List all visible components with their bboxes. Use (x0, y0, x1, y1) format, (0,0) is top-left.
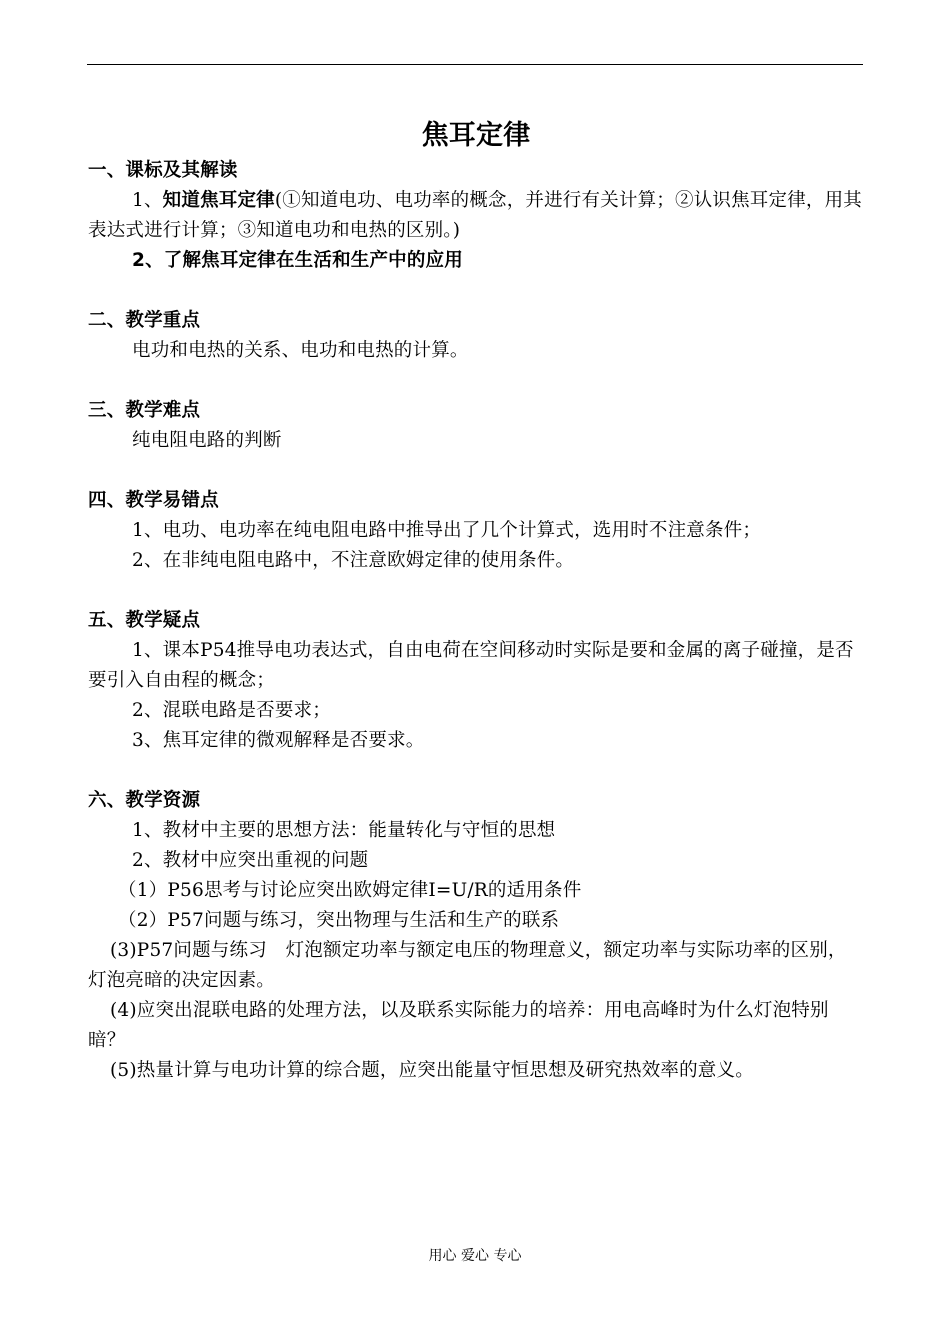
resources-subitem-3: (3)P57问题与练习 灯泡额定功率与额定电压的物理意义，额定功率与实际功率的区别，灯泡亮暗的决定因素。 (88, 940, 847, 991)
header-rule (87, 64, 863, 65)
section-heading-doubts: 五、教学疑点 (88, 610, 201, 631)
resources-subitem-5: (5)热量计算与电功计算的综合题，应突出能量守恒思想及研究热效率的意义。 (110, 1060, 754, 1081)
document-title: 焦耳定律 (421, 120, 531, 151)
key-points-text: 电功和电热的关系、电功和电热的计算。 (132, 340, 469, 361)
standards-item-1-bold: 知道焦耳定律 (162, 190, 275, 211)
resources-subitem-4: (4)应突出混联电路的处理方法，以及联系实际能力的培养：用电高峰时为什么灯泡特别暗？ (88, 1000, 829, 1051)
resources-subitem-2: （2）P57问题与练习，突出物理与生活和生产的联系 (118, 910, 560, 931)
section-heading-resources: 六、教学资源 (88, 790, 201, 811)
resources-subitem-1: （1）P56思考与讨论应突出欧姆定律I=U/R的适用条件 (118, 880, 582, 901)
section-heading-standards: 一、课标及其解读 (88, 160, 238, 181)
section-heading-common-errors: 四、教学易错点 (88, 490, 219, 511)
doubts-item-2: 2、混联电路是否要求； (132, 700, 331, 721)
page-footer: 用心 爱心 专心 (428, 1248, 522, 1264)
resources-item-2: 2、教材中应突出重视的问题 (132, 850, 369, 871)
standards-item-1-text: (①知道电功、电功率的概念，并进行有关计算；②认识焦耳定律，用其表达式进行计算；③知道电功和电热的区别。) (88, 190, 862, 241)
resources-item-1: 1、教材中主要的思想方法：能量转化与守恒的思想 (132, 820, 556, 841)
standards-item-1 (88, 186, 864, 246)
common-errors-item-2: 2、在非纯电阻电路中，不注意欧姆定律的使用条件。 (132, 550, 575, 571)
doubts-item-3: 3、焦耳定律的微观解释是否要求。 (132, 730, 425, 751)
difficulties-text: 纯电阻电路的判断 (132, 430, 282, 451)
common-errors-item-1: 1、电功、电功率在纯电阻电路中推导出了几个计算式，选用时不注意条件； (132, 520, 762, 541)
standards-item-1-number: 1、 (132, 190, 163, 211)
section-heading-difficulties: 三、教学难点 (88, 400, 201, 421)
document-body (88, 116, 864, 1086)
standards-item-2: 2、了解焦耳定律在生活和生产中的应用 (132, 250, 463, 271)
doubts-item-1: 1、课本P54推导电功表达式，自由电荷在空间移动时实际是要和金属的离子碰撞，是否要引入自由程的概念； (88, 640, 854, 691)
section-heading-key-points: 二、教学重点 (88, 310, 201, 331)
